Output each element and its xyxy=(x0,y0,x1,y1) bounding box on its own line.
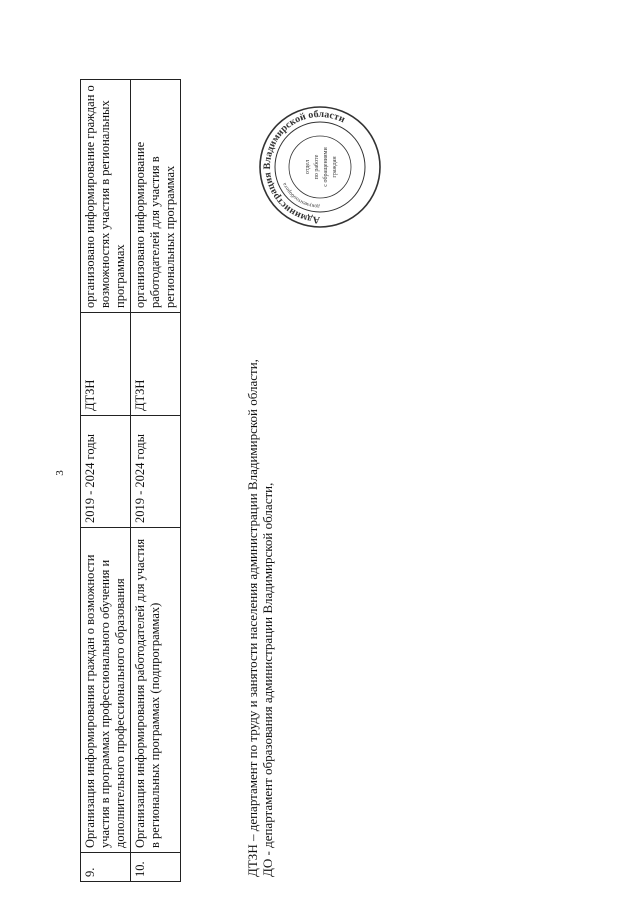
row-number: 9. xyxy=(81,853,131,882)
legend-line: ДО - департамент образования администрации Владимирской области, xyxy=(260,482,275,877)
row-executor: ДТЗН xyxy=(81,313,131,416)
row-term: 2019 - 2024 годы xyxy=(131,416,181,528)
seal-inner-text: документооборота xyxy=(281,181,321,210)
seal-center-line: по работе xyxy=(314,154,320,180)
seal-center-line: граждан xyxy=(332,156,338,178)
seal-center-line: отдел xyxy=(305,159,311,175)
table-row xyxy=(81,80,131,882)
seal-center-line: с обращениями xyxy=(323,147,329,187)
official-seal-stamp xyxy=(257,104,383,230)
row-description: Организация информирования граждан о возможности участия в программах профессионального обучения и дополнительного профессионального образования xyxy=(81,528,131,853)
row-number: 10. xyxy=(131,853,181,882)
page-number: 3 xyxy=(53,470,66,476)
measures-table xyxy=(80,79,181,882)
row-executor: ДТЗН xyxy=(131,313,181,416)
abbreviation-legend xyxy=(245,359,275,877)
seal-outer-text: Администрация Владимирской области xyxy=(261,108,347,226)
row-result: организовано информирование граждан о возможностях участия в региональных программах xyxy=(81,80,131,313)
legend-line: ДТЗН – департамент по труду и занятости населения администрации Владимирской области, xyxy=(245,359,260,877)
table-row xyxy=(131,80,181,882)
row-result: организовано информирование работодателей для участия в региональных программах xyxy=(131,80,181,313)
row-term: 2019 - 2024 годы xyxy=(81,416,131,528)
row-description: Организация информирования работодателей для участия в региональных программах (подпрограммах) xyxy=(131,528,181,853)
